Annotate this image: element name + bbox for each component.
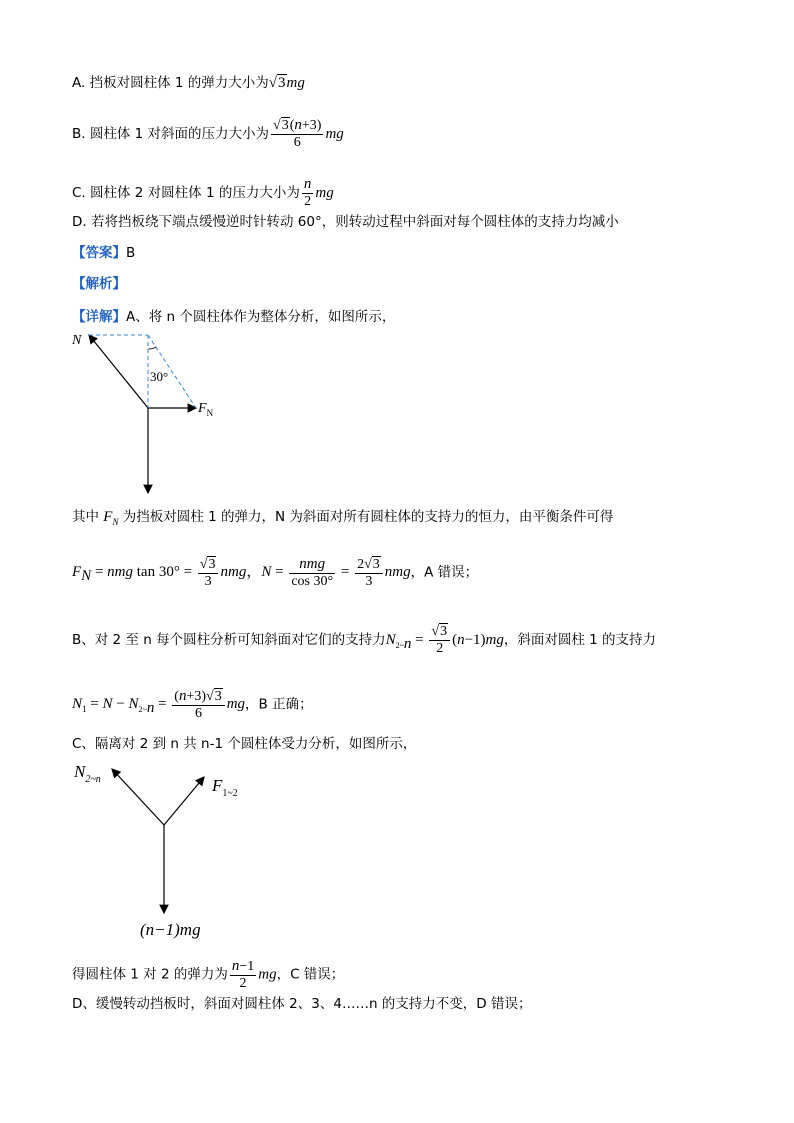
detail-c-result-pre: 得圆柱体 1 对 2 的弹力为 [72, 966, 228, 983]
svg-text:FN [197, 401, 214, 418]
fig1-n-arrow [89, 335, 148, 408]
option-c: C. 圆柱体 2 对圆柱体 1 的压力大小为 $\frac{n}{2}$ mg [72, 176, 334, 209]
detail-c-intro [72, 735, 416, 753]
option-a-formula: √3mg [268, 75, 305, 91]
detail-a-desc-pre: 其中 [72, 509, 104, 525]
detail-c-intro-text: C、隔离对 2 到 n 共 n-1 个圆柱体受力分析，如图所示， [72, 736, 417, 752]
option-c-formula: $\frac{n}{2}$ [303, 176, 312, 209]
detail-c-result: 得圆柱体 1 对 2 的弹力为 $\frac{n-1}{2}$ mg，C 错误； [72, 958, 345, 991]
detail-a-intro-text: A、将 n 个圆柱体作为整体分析，如图所示， [126, 309, 396, 325]
fig1-angle-arc [148, 347, 156, 349]
detail-b-formula-2: $N_1 = N - N_{2\sim n}$ = $\frac{(n+3)√3}{6}$ mg [72, 688, 246, 721]
option-b-label: B. [72, 126, 86, 142]
fig1-angle-label: 30° [150, 369, 169, 384]
fig2-f-label: F [212, 776, 223, 795]
detail-d [72, 995, 532, 1013]
force-diagram-2 [70, 755, 270, 945]
detail-a-equation [72, 556, 478, 590]
option-d [72, 213, 619, 231]
detail-b-intro-text: B、对 2 至 n 每个圆柱分析可知斜面对它们的支持力 [72, 631, 386, 648]
detail-tag: 【详解】 [72, 309, 126, 325]
answer-value: B [126, 245, 136, 261]
fig2-n-label: N [74, 762, 86, 781]
svg-text:F1~2 [211, 776, 238, 799]
fig1-fn-sub: N [206, 408, 214, 418]
fn-symbol: $F_N$ [103, 509, 119, 527]
detail-d-text: D、缓慢转动挡板时，斜面对圆柱体 2、3、4……n 的支持力不变，D 错误； [72, 996, 532, 1012]
detail-a-result: ，A 错误； [410, 564, 479, 581]
detail-b-formula-1: $N_{2\sim n}$ = $\frac{√3}{2}$ (n−1)mg [385, 624, 504, 656]
option-d-label: D. [72, 214, 87, 230]
option-a-text: 挡板对圆柱体 1 的弹力大小为 [89, 75, 269, 91]
option-a-label: A. [72, 75, 86, 91]
fig1-n-label: N [72, 333, 82, 348]
fig2-n-sub: 2~n [85, 774, 101, 785]
detail-c-formula: $\frac{n-1}{2}$ [231, 958, 255, 991]
option-c-text: 圆柱体 2 对圆柱体 1 的压力大小为 [90, 185, 300, 201]
force-diagram-1 [70, 325, 230, 500]
detail-c-result-post: ，C 错误； [276, 966, 345, 983]
detail-a-desc [72, 508, 613, 531]
option-b-text: 圆柱体 1 对斜面的压力大小为 [89, 126, 270, 142]
fig1-fn-label: F [198, 401, 207, 416]
option-b: B. 圆柱体 1 对斜面的压力大小为 $\frac{√3(n+3)}{6}$ mg [72, 117, 344, 150]
detail-b-intro [72, 624, 656, 657]
fig2-f-sub: 1~2 [222, 788, 238, 799]
fig2-n-arrow [112, 769, 164, 825]
fig2-f-arrow [164, 777, 204, 825]
option-c-label: C. [72, 185, 86, 201]
detail-a-intro [72, 308, 395, 326]
answer-line [72, 244, 135, 262]
detail-b-equation [72, 688, 313, 722]
detail-b-result: ，B 正确； [245, 696, 313, 713]
detail-a-formula: $F_N$ = nmg tan 30° = $\frac{√3}{3}$ nmg，N = $\frac{\text{nmg}}{\cos 30^\circ}$ = $\frac{2√3}{3}$ nmg [72, 556, 411, 589]
option-a [72, 74, 305, 92]
svg-text:N2~n [73, 762, 101, 785]
answer-tag: 【答案】 [72, 245, 126, 261]
detail-b-intro-post: ，斜面对圆柱 1 的支持力 [503, 631, 657, 648]
analysis-line [72, 275, 126, 293]
fig2-g-label: (n−1)mg [140, 920, 201, 939]
detail-a-desc-post: 为挡板对圆柱 1 的弹力，N 为斜面对所有圆柱体的支持力的恒力，由平衡条件可得 [118, 509, 614, 525]
option-b-formula: $\frac{√3(n+3)}{6}$ [273, 117, 322, 150]
analysis-tag: 【解析】 [72, 276, 126, 292]
option-d-text: 若将挡板绕下端点缓慢逆时针转动 60°，则转动过程中斜面对每个圆柱体的支持力均减小 [90, 214, 619, 230]
